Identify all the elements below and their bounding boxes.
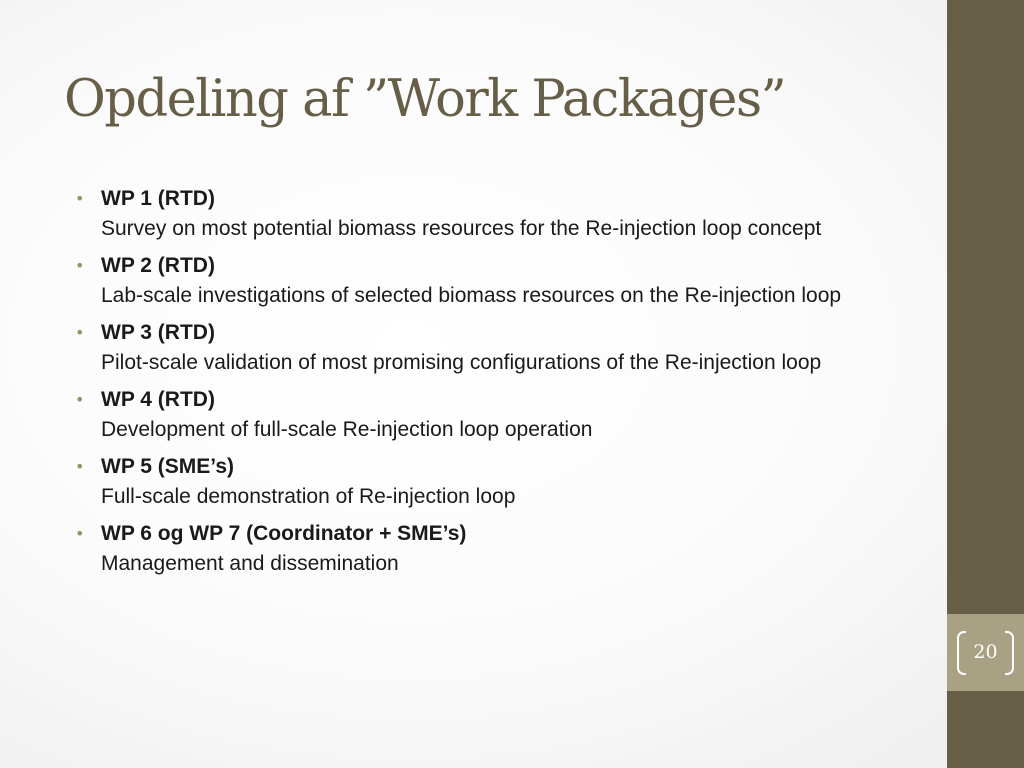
wp-description: Development of full-scale Re-injection loop operation bbox=[101, 418, 593, 441]
list-item-wp3 bbox=[75, 318, 865, 378]
wp-description: Pilot-scale validation of most promising configurations of the Re-injection loop bbox=[101, 351, 822, 374]
wp-heading: WP 4 (RTD) bbox=[101, 388, 215, 411]
wp-heading: WP 3 (RTD) bbox=[101, 321, 215, 344]
right-bracket-icon bbox=[1005, 631, 1014, 675]
list-item-wp4 bbox=[75, 385, 865, 445]
list-item-wp1 bbox=[75, 184, 865, 244]
wp-description: Survey on most potential biomass resources for the Re-injection loop concept bbox=[101, 217, 822, 240]
bullet-icon: • bbox=[75, 457, 85, 476]
work-package-list bbox=[75, 184, 865, 586]
wp-heading: WP 2 (RTD) bbox=[101, 254, 215, 277]
page-number: 20 bbox=[973, 641, 998, 663]
wp-description: Management and dissemination bbox=[101, 552, 399, 575]
page-number-box bbox=[947, 614, 1024, 691]
bullet-icon: • bbox=[75, 189, 85, 208]
list-item-wp5 bbox=[75, 452, 865, 512]
bullet-icon: • bbox=[75, 256, 85, 275]
list-item-wp2 bbox=[75, 251, 865, 311]
wp-heading: WP 6 og WP 7 (Coordinator + SME’s) bbox=[101, 522, 467, 545]
bullet-icon: • bbox=[75, 524, 85, 543]
wp-heading: WP 5 (SME’s) bbox=[101, 455, 235, 478]
wp-description: Full-scale demonstration of Re-injection loop bbox=[101, 485, 516, 508]
slide-title: Opdeling af ”Work Packages” bbox=[64, 70, 786, 129]
bullet-icon: • bbox=[75, 390, 85, 409]
wp-heading: WP 1 (RTD) bbox=[101, 187, 215, 210]
bullet-icon: • bbox=[75, 323, 85, 342]
list-item-wp6-7 bbox=[75, 519, 865, 579]
wp-description: Lab-scale investigations of selected biomass resources on the Re-injection loop bbox=[101, 284, 842, 307]
